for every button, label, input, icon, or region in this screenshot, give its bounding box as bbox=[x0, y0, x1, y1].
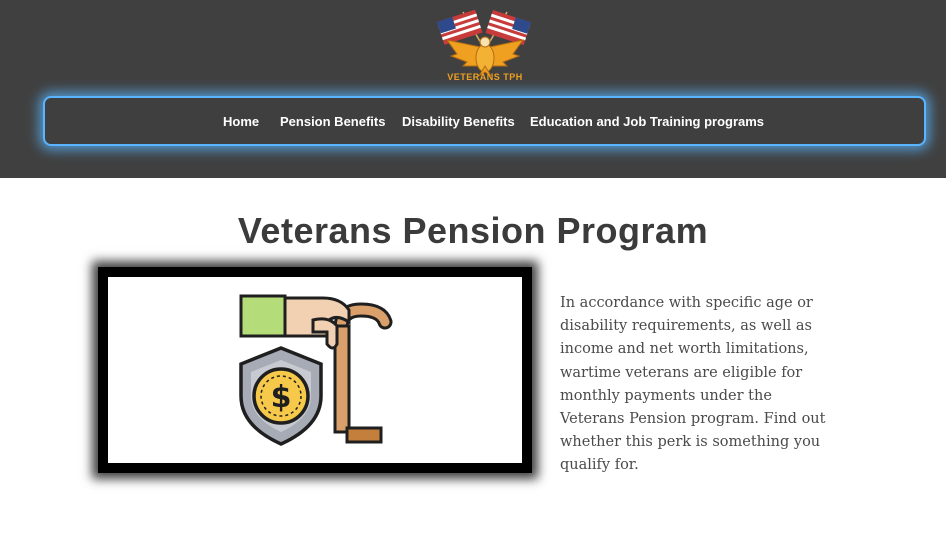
nav-item-home[interactable]: Home bbox=[223, 114, 260, 129]
main-nav bbox=[43, 96, 926, 146]
nav-item-disability-benefits[interactable]: Disability Benefits bbox=[402, 114, 515, 129]
description-text: In accordance with specific age or disability requirements, as well as income and net worth limitations, wartime veterans are eligible for monthly payments under the Veterans Pension program. Find out whether this perk is something you qualify for. bbox=[560, 295, 826, 474]
page-title: Veterans Pension Program bbox=[237, 210, 709, 251]
nav-item-education-job-training[interactable]: Education and Job Training programs bbox=[530, 114, 765, 129]
pension-hand-cane-shield-dollar-icon bbox=[237, 292, 393, 448]
nav-item-pension-benefits[interactable]: Pension Benefits bbox=[280, 114, 386, 129]
dollar-glyph: $ bbox=[270, 380, 292, 415]
logo-text: VETERANS TPH bbox=[447, 72, 523, 82]
site-header bbox=[0, 0, 946, 178]
